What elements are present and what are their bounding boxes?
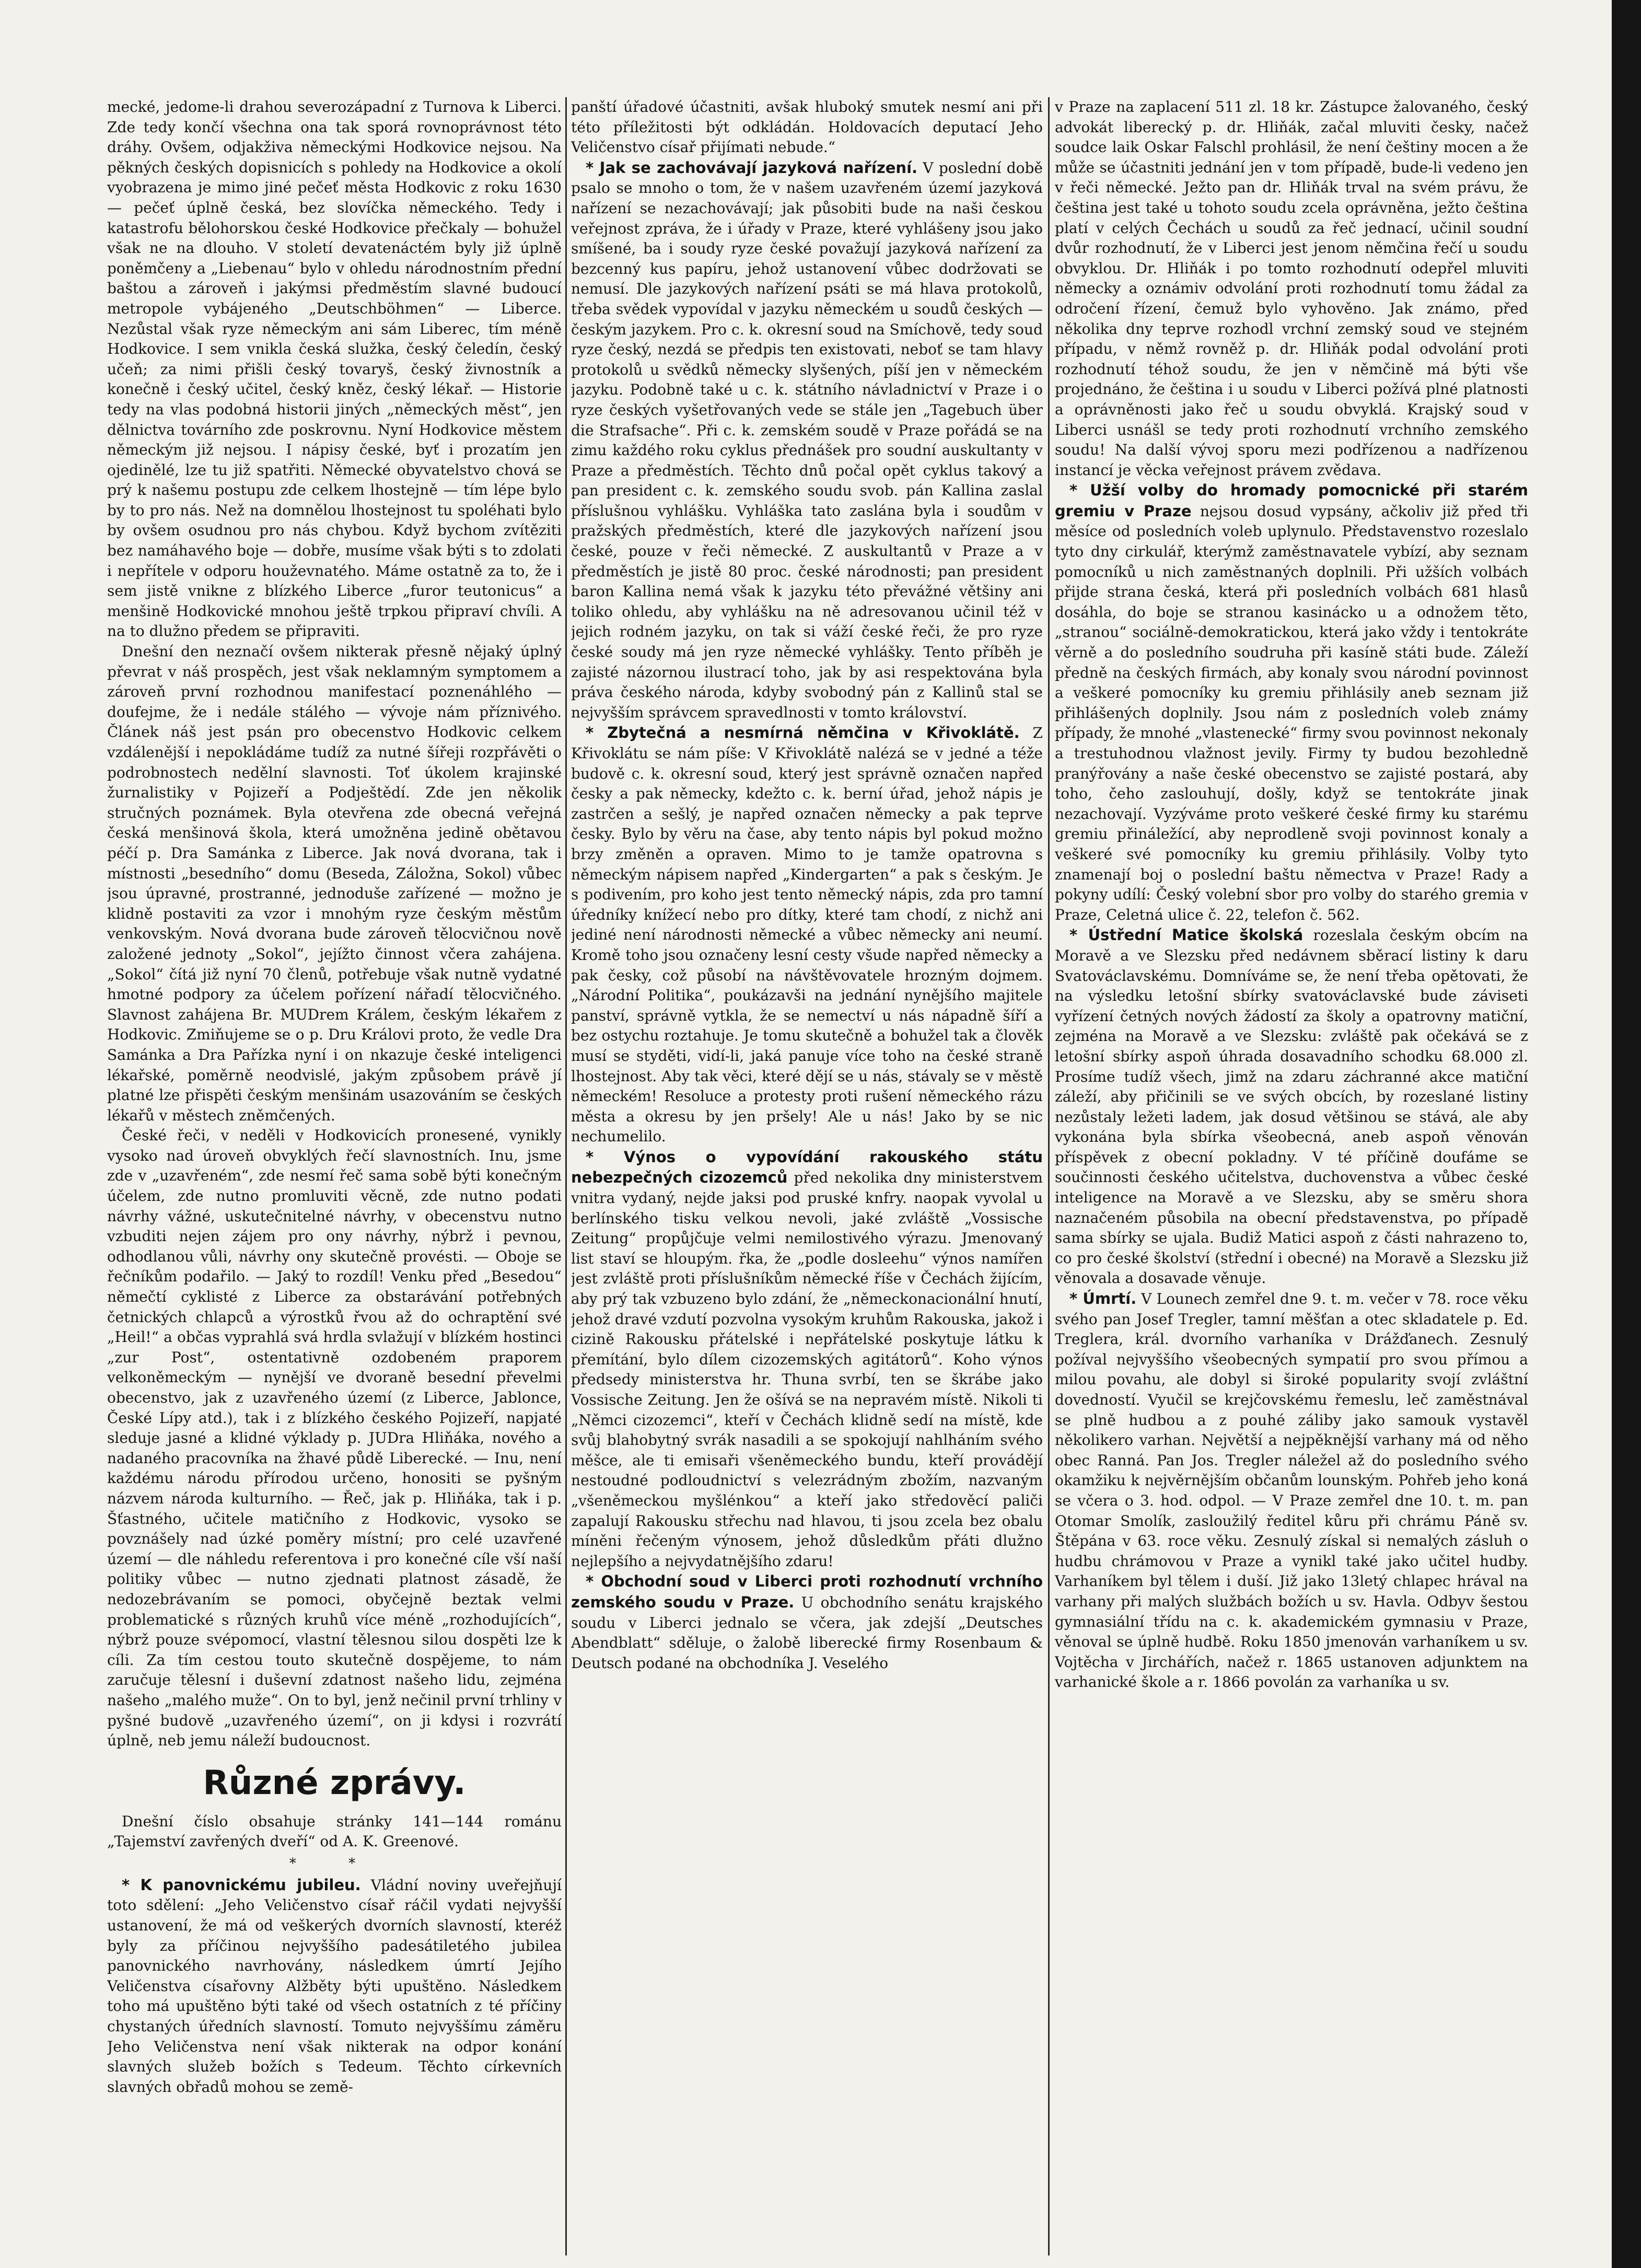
news-body: U obchodního senátu krajského soudu v Liberci jednalo se včera, jak zdejší „Deutsches Abendblatt“ sděluje, o žalobě liberecké firmy Rosenbaum & Deutsch podané na obchodníka J. Veselého (571, 1593, 1043, 1672)
news-item (1055, 480, 1528, 925)
news-body: Vládní noviny uveřejňují toto sdělení: „Jeho Veličenstvo císař ráčil vydati nejvyšší ustanovení, že má od veškerých dvorních slavností, kteréž byly za příčinou nejvyššího padesátiletého jubilea panovnického navrhovány, následkem úmrtí Jejího Veličenstva císařovny Alžběty býti upuštěno. Následkem toho má upuštěno býti také od všech ostatních z té příčiny chystaných úředních slavností. Tomuto nejvyššímu záměru Jeho Veličenstva není však nikterak na odpor konání slavných služeb božích s Tedeum. Těchto církevních slavných obřadů mohou se země- (107, 1876, 562, 2096)
article-paragraph: mecké, jedome-li drahou severozápadní z Turnova k Liberci. Zde tedy končí všechna ona tak sporá rovnoprávnost této dráhy. Ovšem, odjakživa německými Hodkovice nejsou. Na pěkných českých dopisnicích s pohledy na Hodkovice a okolí vyobrazena je mimo jiné pečeť města Hodkovic z roku 1630 — pečeť úplně česká, bez slovíčka německého. Tedy i katastrofu bělohorskou české Hodkovice přečkaly — bohužel však ne na dlouho. V století devatenáctém byly již úplně poněmčeny a „Liebenau“ bylo v ohledu národnostním přední baštou a zároveň i jakýmsi předměstím slavné budoucí metropole vybájeného „Deutschböhmen“ — Liberce. Nezůstal však ryze německým ani sám Liberec, tím méně Hodkovice. I sem vnikla česká služka, český čeledín, český učeň; za nimi přišli český tovaryš, český živnostník a konečně i český učitel, český kněz, český lékař. — Historie tedy na vlas podobná historii jiných „německých měst“, jen dělnictva továrního zde poskrovnu. Nyní Hodkovice městem německým již nejsou. I nápisy české, byť i prozatím jen ojedinělé, lze tu již spatřiti. Německé obyvatelstvo chová se prý k našemu postupu zde celkem lhostejně — tím lépe bylo by to pro nás. Než na domnělou lhostejnost tu spoléhati bylo by ovšem osudnou pro nás chybou. Když bychom zvítěziti bez namáhavého boje — dobře, musíme však býti s to zdolati i nepřítele v odporu houževnatého. Máme ostatně za to, že i sem jistě vnikne z blízkého Liberce „furor teutonicus“ a menšině Hodkovické mnohou ještě trpkou připraví chvíli. A na to dlužno předem se připraviti. (107, 98, 562, 640)
news-item (571, 158, 1043, 723)
article-paragraph: Dnešní den neznačí ovšem nikterak přesně nějaký úplný převrat v náš prospěch, jest však neklamným symptomem a zároveň první rozhodnou manifestací poznenáhlého — doufejme, že i nedále stálého — vývoje nám příznivého. Článek náš jest psán pro obecenstvo Hodkovic celkem vzdálenější i nepokládáme tudíž za nutné šířeji rozpřávěti o podrobnostech nedělní slavnosti. Toť úkolem krajinské žurnalistiky v Pojizeří a Podještědí. Zde jen několik stručných poznámek. Byla otevřena zde obecná veřejná česká menšinová škola, která umožněna jedině obětavou péčí p. Dra Samánka z Liberce. Jak nová dvorana, tak i místnosti „besedního“ domu (Beseda, Záložna, Sokol) vůbec jsou úpravné, prostranné, jednoduše zařízené — možno je klidně postaviti za vzor i mnohým ryze českým městům venkovským. Nová dvorana bude zároveň tělocvičnou nově založené jednoty „Sokol“, jejížto činnost včera zahájena. „Sokol“ čítá již nyní 70 členů, potřebuje však nutně vydatné hmotné podpory za účelem pořízení nářadí tělocvičného. Slavnost zahájena Br. MUDrem Králem, českým lékařem z Hodkovic. Zmiňujeme se o p. Dru Královi proto, že vedle Dra Samánka a Dra Pařízka nyní i on nkazuje české inteligenci lékařské, poměrně neodvislé, jakým způsobem právě jí platné lze přispěti českým menšinám usazováním se českých lékařů v městech zněmčených. (107, 643, 562, 1124)
news-headline: * Zbytečná a nesmírná němčina v Křivoklátě. (586, 724, 1020, 742)
column-middle (571, 97, 1043, 2255)
news-headline: * K panovnickému jubileu. (122, 1876, 361, 1894)
column-right (1055, 97, 1528, 2255)
serial-notice: Dnešní číslo obsahuje stránky 141—144 románu „Tajemství zavřených dveří“ od A. K. Greenové. (107, 1812, 562, 1850)
news-headline: * Ústřední Matice školská (1069, 926, 1304, 944)
scan-border (1612, 0, 1641, 2268)
section-title: Různé zprávy. (203, 1763, 466, 1802)
news-body: V Lounech zemřel dne 9. t. m. večer v 78. roce věku svého pan Josef Tregler, tamní měšťan a otec skladatele p. Ed. Treglera, král. dvorního varhaníka v Drážďanech. Zesnulý požíval nejvyššího všeobecných sympatií pro svou přímou a milou povahu, ale dobyl si široké popularity svojí zvláštní dovedností. Vyučil se krejčovskému řemeslu, leč zaměstnával se plně hudbou a z pouhé záliby jako samouk vystavěl několikero varhan. Největší a nejpěknější varhany má od něho obec Ranná. Pan Jos. Tregler náležel až do posledního svého okamžiku k nejvěrnějším občanům lounským. Pohřeb jeho koná se včera o 3. hod. odpol. — V Praze zemřel dne 10. t. m. pan Otomar Smolík, zasloužilý ředitel kůru při chrámu Páně sv. Štěpána v 63. roce věku. Zesnulý získal si nemalých zásluh o hudbu chrámovou v Praze a vynikl také jako učitel hudby. Varhaníkem byl tělem i duší. Již jako 13letý chlapec hrával na varhany při malých službách božích u sv. Havla. Odbyv šestou gymnasiální třídu na c. k. akademickém gymnasiu v Praze, věnoval se úplně hudbě. Roku 1850 jmenován varhaníkem u sv. Vojtěcha v Jirchářích, načež r. 1865 ustanoven adjunktem na varhanické škole a r. 1866 povolán za varhaníka u sv. (1055, 1290, 1528, 1691)
column-rule (1048, 97, 1050, 2255)
article-paragraph: České řeči, v neděli v Hodkovicích pronesené, vynikly vysoko nad úroveň obvyklých řečí slavnostních. Inu, jsme zde v „uzavřeném“, zde nesmí řeč sama sobě býti konečným účelem, zde nutno promluviti věcně, zde nutno podati návrhy vážné, uskutečnitelné návrhy, v obecenstvu nutno vzbuditi nejen zájem pro ony návrhy, nýbrž i pevnou, odhodlanou vůli, návrhy ony skutečně provésti. — Oboje se řečníkům podařilo. — Jaký to rozdíl! Venku před „Besedou“ němečtí cyklisté z Liberce za obstarávání potřebných četnických chlapců a výrostků řvou až do ochraptění své „Heil!“ a občas vyprahlá svá hrdla svlažují v blízkém hostinci „zur Post“, ostentativně ozdobeném praporem velkoněmeckým — nynější ve dvoraně besední převelmi obecenstvo, jak z uzavřeného území (z Liberce, Jablonce, České Lípy atd.), tak i z blízkého českého Pojizeří, napjaté sleduje jasné a klidné výklady p. JUDra Hliňáka, nového a nadaného pracovníka na žhavé půdě Liberecké. — Inu, není každému národu přírodou určeno, honositi se pyšným názvem národa kulturního. — Řeč, jak p. Hliňáka, tak i p. Šťastného, učitele matičního z Hodkovic, vysoko se povznášely nad úzké poměry místní; pro celé uzavřené území — dle náhledu referentova i pro konečné cíle vší naší politiky vůbec — nutno zjednati platnost zásadě, že nedozebrávaním se pomoci, obyčejně beztak velmi problematické s různých kruhů více méně „rozhodujících“, nýbrž pouze svépomocí, vlastní tělesnou silou dospěti lze k cíli. Za tím cestou touto skutečně dospějeme, to nám zaručuje tělesní i duševní zdatnost našeho lidu, zejména našeho „malého muže“. On to byl, jenž nečinil první trhliny v pyšné budově „uzavřeného území“, on ji kdysi i rozvrátí úplně, neb jemu náleží budoucnost. (107, 1127, 562, 1750)
news-item (571, 1147, 1043, 1571)
news-headline: * Výnos o vypovídání rakouského státu nebezpečných cizozemců (571, 1148, 1043, 1187)
news-item (571, 723, 1043, 1147)
column-rule (565, 97, 567, 2255)
news-headline: * Jak se zachovávají jazyková nařízení. (586, 158, 918, 177)
news-body: Z Křivoklátu se nám píše: V Křivoklátě nalézá se v jedné a téže budově c. k. okresní soud, který jest správně označen napřed česky a pak německy, kdežto c. k. berní úřad, jehož nápis je zastrčen a sešlý, je napřed označen německy a pak teprve česky. Bylo by věru na čase, aby tento nápis byl pokud možno brzy změněn a opraven. Mimo to je tamže opatrovna s německým nápisem napřed „Kindergarten“ a pak s českým. Je s podivením, pro koho jest tento německý nápis, zda pro tamní úředníky knížecí nebo pro dítky, které tam chodí, z nichž ani jediné není národnosti německé a vůbec německy ani neumí. Kromě toho jsou označeny lesní cesty všude napřed německy a pak česky, což působí na návštěvovatele hrozným dojmem. „Národní Politika“, poukázavši na jednání nynějšího majitele panství, správně vytkla, že se nemectví u nás nápadně šíří a bez ostychu roztahuje. Je tomu skutečně a bohužel tak a člověk musí se styděti, vidí-li, jaká panuje více toho na české straně lhostejnost. Aby tak věci, které dějí se u nás, stávaly se v městě německém! Resoluce a protesty proti rušení německého rázu města a okresu by jen pršely! Ale u nás! Jako by se nic nechumelilo. (571, 724, 1043, 1145)
column-left (107, 97, 562, 2255)
news-headline: * Užší volby do hromady pomocnické při starém gremiu v Praze (1055, 481, 1528, 520)
separator-stars: * * (289, 1855, 380, 1871)
news-item (571, 1571, 1043, 1673)
news-item (1055, 925, 1528, 1289)
article-paragraph: v Praze na zaplacení 511 zl. 18 kr. Zástupce žalovaného, český advokát liberecký p. dr. Hliňák, začal mluviti česky, načež soudce laik Oskar Falschl prohlásil, že není češtiny mocen a že může se účastniti jednání jen v tom případě, bude-li vedeno jen v řeči německé. Ježto pan dr. Hliňák trval na svém právu, že čeština jest také u tohoto soudu zcela oprávněna, ježto čeština platí v celých Čechách u soudů za řeč jednací, učinil soudní dvůr rozhodnutí, že v Liberci jest jenom němčina řečí u soudu obvyklou. Dr. Hliňák i po tomto rozhodnutí odepřel mluviti německy a oznámiv odvolání proti rozhodnutí tomu žádal za odročení řízení, čemuž bylo vyhověno. Jak známo, před několika dny teprve rozhodl vrchní zemský soud ve stejném případu, v němž rovněž p. dr. Hliňák podal odvolání proti rozhodnutí téhož soudu, že jen v němčině má býti vše projednáno, že čeština i u soudu v Liberci požívá plné platnosti a oprávněnosti jako řeč u soudu obvyklá. Krajský soud v Liberci usnášl se tedy proti rozhodnutí vrchního zemského soudu! Na další vývoj sporu mezi podřízenou a nadřízenou instancí je věcka veřejnost právem zvědava. (1055, 98, 1528, 479)
news-headline: * Úmrtí. (1069, 1290, 1137, 1308)
news-body: V poslední době psalo se mnoho o tom, že v našem uzavřeném území jazyková nařízení se nezachovávají; jak působiti bude na naši českou veřejnost zpráva, že i úřady v Praze, které vyhlášeny jsou jako smíšené, ba i soudy ryze české považují jazyková nařízení za bezcenný kus papíru, jehož ustanovení vůbec dodržovati se nemusí. Dle jazykových nařízení psáti se má hlava protokolů, třeba svědek vypovídal v jazyku německém u soudů českých — českým jazykem. Pro c. k. okresní soud na Smíchově, tedy soud ryze český, nezdá se předpis ten existovati, neboť se tam hlavy protokolů u svědků německy slyšených, píší jen v německém jazyku. Podobně také u c. k. státního návladnictví v Praze i o ryze českých vyšetřovaných vede se stále jen „Tagebuch über die Strafsache“. Při c. k. zemském soudě v Praze pořádá se na zimu každého roku cyklus přednášek pro soudní auskultanty v Praze a předměstích. Těchto dnů počal opět cyklus takový a pan president c. k. zemského soudu svob. pán Kallina zaslal příslušnou vyhlášku. Vyhláška tato zaslána byla i soudům v pražských předměstích, které dle jazykových nařízení jsou české, pouze v řeči německé. Z auskultantů v Praze a v předměstích je jistě 80 proc. české národnosti; pan president baron Kallina nemá však k jazyku této převážné většiny ani toliko ohledu, aby vyhlášku na ně adresovanou učinil též v jejich rodném jazyku, on tak si váží české řeči, že pro ryze české soudy má jen ryze německé vyhlášky. Tento příběh je zajisté názornou ilustrací toho, jak by asi respektována byla práva českého národa, kdyby svobodný pán z Kallinů stal se nejvyšším správcem spravedlnosti v tomto království. (571, 159, 1043, 721)
news-body: rozeslala českým obcím na Moravě a ve Slezsku před nedávnem sběrací listiny k daru Svatováclavskému. Domníváme se, že není třeba opětovati, že na výsledku letošní sbírky svatováclavské bude záviseti vyřízení četných nových žádostí za školy a opatrovny matiční, zejména na Moravě a ve Slezsku: zvláště pak očekává se z letošní sbírky aspoň úhrada dosavadního schodku 68.000 zl. Prosíme tudíž všech, jimž na zdaru záchranné akce matiční záleží, aby přičinili se ve svých obcích, by rozeslané listiny nezůstaly ležeti ladem, jak dosud většinou se stává, ale aby vykonána byla sbírka všeobecná, aneb aspoň věnován příspěvek z obecní pokladny. V té příčině doufáme se součinnosti českého učitelstva, duchovenstva a vůbec české inteligence na Moravě a ve Slezsku, aby se směru shora naznačeném působila na obecní představenstva, po případě sama sbírky se ujala. Budiž Matici aspoň z části nahrazeno to, co pro české školství (střední i obecné) na Moravě a Slezsku již věnovala a dosavade věnuje. (1055, 927, 1528, 1287)
news-body: nejsou dosud vypsány, ačkoliv již před tři měsíce od posledních voleb uplynulo. Představenstvo rozeslalo tyto dny cirkulář, kterýmž zaměstnavatele vybízí, aby seznam pomocníků u nich zaměstnaných doplnili. Při užších volbách přijde strana česká, která při posledních volbách 681 hlasů dosáhla, do boje se stranou kasinácko u a odnožem těto, „stranou“ sociálně-demokratickou, která jako vždy i tentokráte věrně a do posledního soudruha při kasíně státi bude. Záleží předně na českých firmách, aby konaly svou národní povinnost a veškeré pomocníky ku gremiu přihlásily aneb seznam již přihlášených doplnily. Jsou nám z posledních voleb známy případy, že mnohé „vlastenecké“ firmy svou povinnost nekonaly a trestuhodnou vlažnost jevily. Firmy ty budou bezohledně pranýřovány a naše české obecenstvo se zajisté postará, aby toho, čeho zaslouhují, došly, když se tentokráte jinak nezachovají. Vyzýváme proto veškeré české firmy ku starému gremiu přináležící, aby neprodleně svoji povinnost konaly a veškeré své pomocníky ku gremiu přihlásily. Volby tyto znamenají boj o poslední baštu němectva v Praze! Rady a pokyny udílí: Český volební sbor pro volby do starého gremia v Praze, Celetná ulice č. 22, telefon č. 562. (1055, 502, 1528, 923)
article-paragraph: panští úřadové účastniti, avšak hluboký smutek nesmí ani při této příležitosti být odkládán. Holdovacích deputací Jeho Veličenstvo císař přijímati nebude.“ (571, 98, 1043, 156)
news-headline: * Obchodní soud v Liberci proti rozhodnutí vrchního zemského soudu v Praze. (571, 1572, 1043, 1611)
news-body: před nekolika dny ministerstvem vnitra vydaný, nejde jaksi pod pruské knfry. naopak vyvolal u berlínského tisku velkou nevoli, jaké zvláště „Vossische Zeitung“ propůjčuje velmi nemilostivého výrazu. Jmenovaný list staví se hloupým. řka, že „podle dosleehu“ výnos namířen jest zvláště proti příslušníkům německé říše v Čechách žijícím, aby prý tak vzbuzeno bylo zdání, že „německonacionální hnutí, jehož dravé vzdutí pozvolna vysokým kruhům Rakouska, jakož i cizině Rakousku přátelské i nepřátelské poskytuje látku k přemítání, bylo dílem cizozemských agitátorů“. Koho výnos předsedy ministerstva hr. Thuna svrbí, ten se škrábe jako Vossische Zeitung. Jen že ošívá se na nepravém místě. Nikoli ti „Němci cizozemci“, kteří v Čechách klidně sedí na místě, kde svůj blahobytný svrák nasadili a se spokojují nahlháním svého měšce, ale ti emisaři všeněmeckého bundu, kteří provádějí nestoudné podloudnictví s velezrádným zbožím, nazvaným „všeněmeckou myšlénkou“ a kteří jako středověcí paliči zapalují Rakousku střechu nad hlavou, ti jsou zcela bez obalu míněni řečeným výnosem, jehož důsledkům přáti dlužno nejlepšího a nejvydatnějšího zdaru! (571, 1169, 1043, 1570)
news-item (1055, 1289, 1528, 1693)
news-item (107, 1875, 562, 2098)
